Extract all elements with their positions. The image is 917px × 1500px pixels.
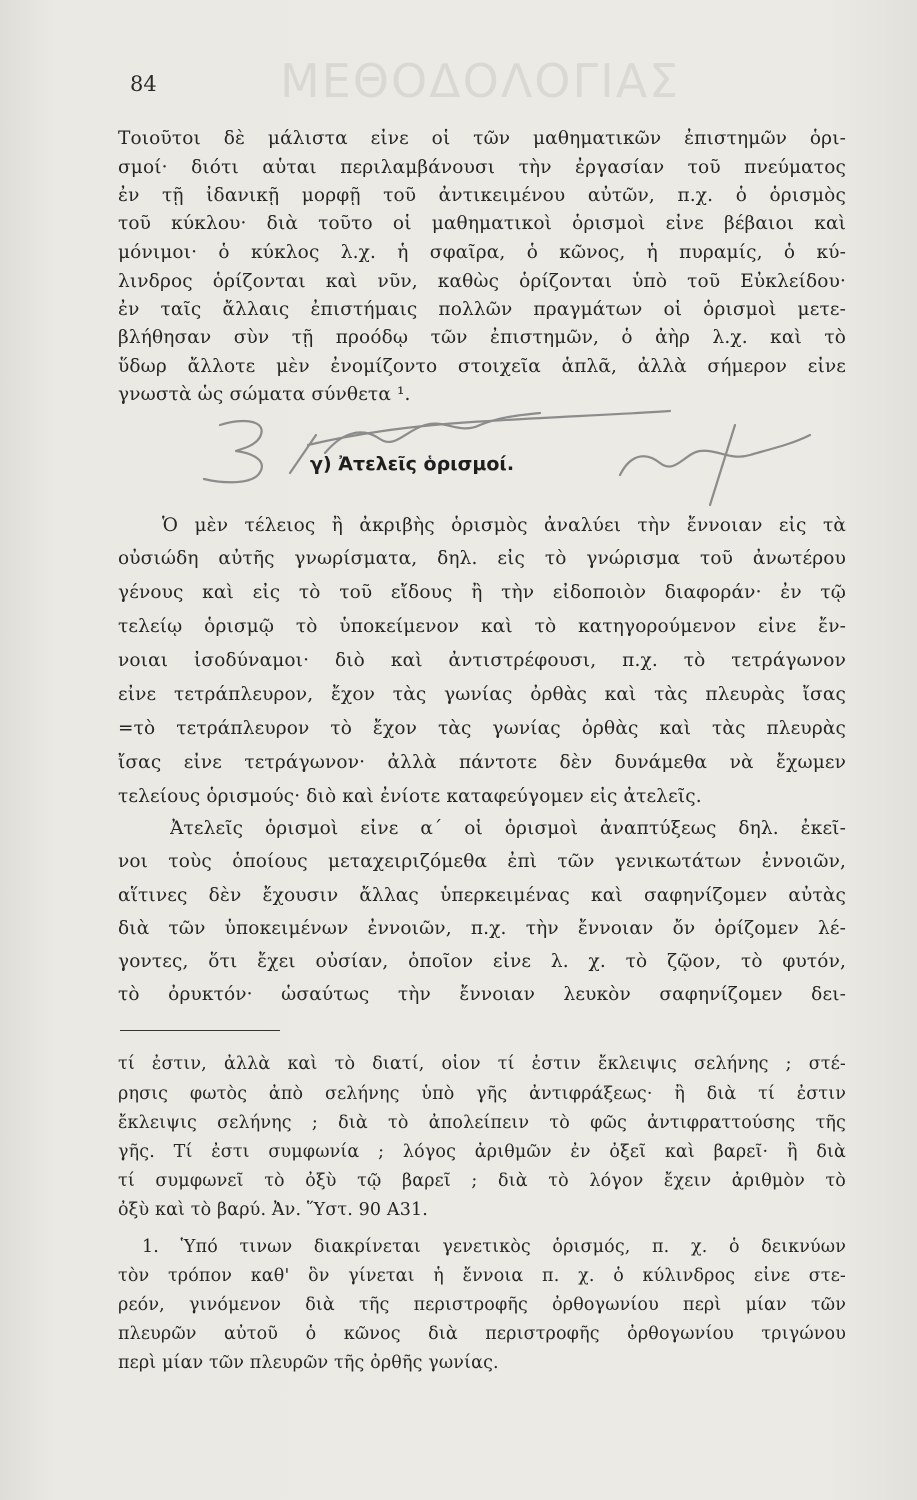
footnote-line: ἔκλειψις σελήνης ; διὰ τὸ ἀπολείπειν τὸ φῶς ἀντιφραττούσης τῆς [118,1113,846,1133]
text-line: τοῦ κύκλου· διὰ τοῦτο οἱ μαθηματικοὶ ὁρισμοὶ εἶνε βέβαιοι καὶ [118,213,846,234]
pencil-stroke [290,411,670,473]
text-line: αἵτινες δὲν ἔχουσιν ἄλλας ὑπερκειμένας καὶ σαφηνίζομεν αὐτὰς [118,885,846,906]
footnote-line: τὸν τρόπον καθ' ὃν γίνεται ἡ ἔννοια π. χ. ὁ κύλινδρος εἶνε στε- [118,1266,846,1286]
footnote-line: 1. Ὑπό τινων διακρίνεται γενετικὸς ὁρισμός, π. χ. ὁ δεικνύων [142,1237,846,1257]
bleed-through-title: ΜΕΘΟΔΟΛΟΓΙΑΣ [280,54,681,108]
footnote-line: γῆς. Τί ἐστι συμφωνία ; λόγος ἀριθμῶν ἐν ὀξεῖ καὶ βαρεῖ· ἢ διὰ [118,1142,846,1162]
text-line: γνωστὰ ὡς σώματα σύνθετα ¹. [118,384,411,405]
footnote-line: ρεόν, γινόμενον διὰ τῆς περιστροφῆς ὀρθογωνίου περὶ μίαν τῶν [118,1295,846,1315]
section-heading: γ) Ἀτελεῖς ὁρισμοί. [310,453,515,475]
footnote-line: ρησις φωτὸς ἀπὸ σελήνης ὑπὸ γῆς ἀντιφράξεως· ἢ διὰ τί ἐστιν [118,1084,846,1104]
footnote-line: πλευρῶν αὐτοῦ ὁ κῶνος διὰ περιστροφῆς ὀρθογωνίου τριγώνου [118,1324,846,1344]
text-line: ὕδωρ ἄλλοτε μὲν ἐνομίζοντο στοιχεῖα ἁπλᾶ, ἀλλὰ σήμερον εἶνε [118,356,846,377]
text-line: νοι τοὺς ὁποίους μεταχειριζόμεθα ἐπὶ τῶν γενικωτάτων ἐννοιῶν, [118,851,846,872]
text-line: Ἀτελεῖς ὁρισμοὶ εἶνε α´ οἱ ὁρισμοὶ ἀναπτύξεως δηλ. ἐκεῖ- [170,818,846,839]
pencil-numeral-3 [204,421,262,482]
pencil-scribble [620,435,810,475]
pencil-stroke [710,425,735,505]
text-line: τὸ ὀρυκτόν· ὡσαύτως τὴν ἔννοιαν λευκὸν σαφηνίζομεν δει- [118,984,846,1005]
text-line: =τὸ τετράπλευρον τὸ ἔχον τὰς γωνίας ὀρθὰς καὶ τὰς πλευρὰς [118,718,846,739]
footnote-line: τί ἐστιν, ἀλλὰ καὶ τὸ διατί, οἷον τί ἐστιν ἔκλειψις σελήνης ; στέ- [118,1054,846,1074]
footnote-line: περὶ μίαν τῶν πλευρῶν τῆς ὀρθῆς γωνίας. [118,1353,499,1373]
text-line: λινδρος ὁρίζονται καὶ νῦν, καθὼς ὁρίζονται ὑπὸ τοῦ Εὐκλείδου· [118,271,846,292]
text-line: μόνιμοι· ὁ κύκλος λ.χ. ἡ σφαῖρα, ὁ κῶνος, ἡ πυραμίς, ὁ κύ- [118,242,846,263]
text-line: ἴσας εἶνε τετράγωνον· ἀλλὰ πάντοτε δὲν δυνάμεθα νὰ ἔχωμεν [118,752,846,773]
text-line: ἐν ταῖς ἄλλαις ἐπιστήμαις πολλῶν πραγμάτων οἱ ὁρισμοὶ μετε- [118,299,846,320]
text-line: γοντες, ὅτι ἔχει οὐσίαν, ὁποῖον εἶνε λ. χ. τὸ ζῷον, τὸ φυτόν, [118,951,846,972]
footnote-line: τί συμφωνεῖ τὸ ὀξὺ τῷ βαρεῖ ; διὰ τὸ λόγον ἔχειν ἀριθμὸν τὸ [118,1171,846,1191]
text-line: Ὁ μὲν τέλειος ἢ ἀκριβὴς ὁρισμὸς ἀναλύει τὴν ἔννοιαν εἰς τὰ [162,515,846,536]
text-line: βλήθησαν σὺν τῇ προόδῳ τῶν ἐπιστημῶν, ὁ ἀὴρ λ.χ. καὶ τὸ [118,327,846,348]
footnote-line: ὀξὺ καὶ τὸ βαρύ. Ἀν. Ὕστ. 90 Α31. [118,1200,428,1220]
text-line: νοιαι ἰσοδύναμοι· διὸ καὶ ἀντιστρέφουσι, π.χ. τὸ τετράγωνον [118,650,846,671]
text-line: τελείους ὁρισμούς· διὸ καὶ ἐνίοτε καταφεύγομεν εἰς ἀτελεῖς. [118,786,702,807]
text-line: γένους καὶ εἰς τὸ τοῦ εἴδους ἢ τὴν εἰδοποιὸν διαφοράν· ἐν τῷ [118,582,846,603]
text-line: ἐν τῇ ἰδανικῇ μορφῇ τοῦ ἀντικειμένου αὐτῶν, π.χ. ὁ ὁρισμὸς [118,185,846,206]
footnote-divider [120,1030,280,1031]
page-number: 84 [130,72,157,96]
text-line: διὰ τῶν ὑποκειμένων ἐννοιῶν, π.χ. τὴν ἔννοιαν ὄν ὁρίζομεν λέ- [118,918,846,939]
text-line: οὐσιώδη αὐτῆς γνωρίσματα, δηλ. εἰς τὸ γνώρισμα τοῦ ἀνωτέρου [118,548,846,569]
text-line: τελείῳ ὁρισμῷ τὸ ὑποκείμενον καὶ τὸ κατηγορούμενον εἶνε ἔν- [118,616,846,637]
text-line: εἶνε τετράπλευρον, ἔχον τὰς γωνίας ὀρθὰς καὶ τὰς πλευρὰς ἴσας [118,684,846,705]
text-line: σμοί· διότι αὗται περιλαμβάνουσι τὴν ἐργασίαν τοῦ πνεύματος [118,157,846,178]
text-line: Τοιοῦτοι δὲ μάλιστα εἶνε οἱ τῶν μαθηματικῶν ἐπιστημῶν ὁρι- [118,128,846,149]
pencil-annotation [190,395,850,525]
